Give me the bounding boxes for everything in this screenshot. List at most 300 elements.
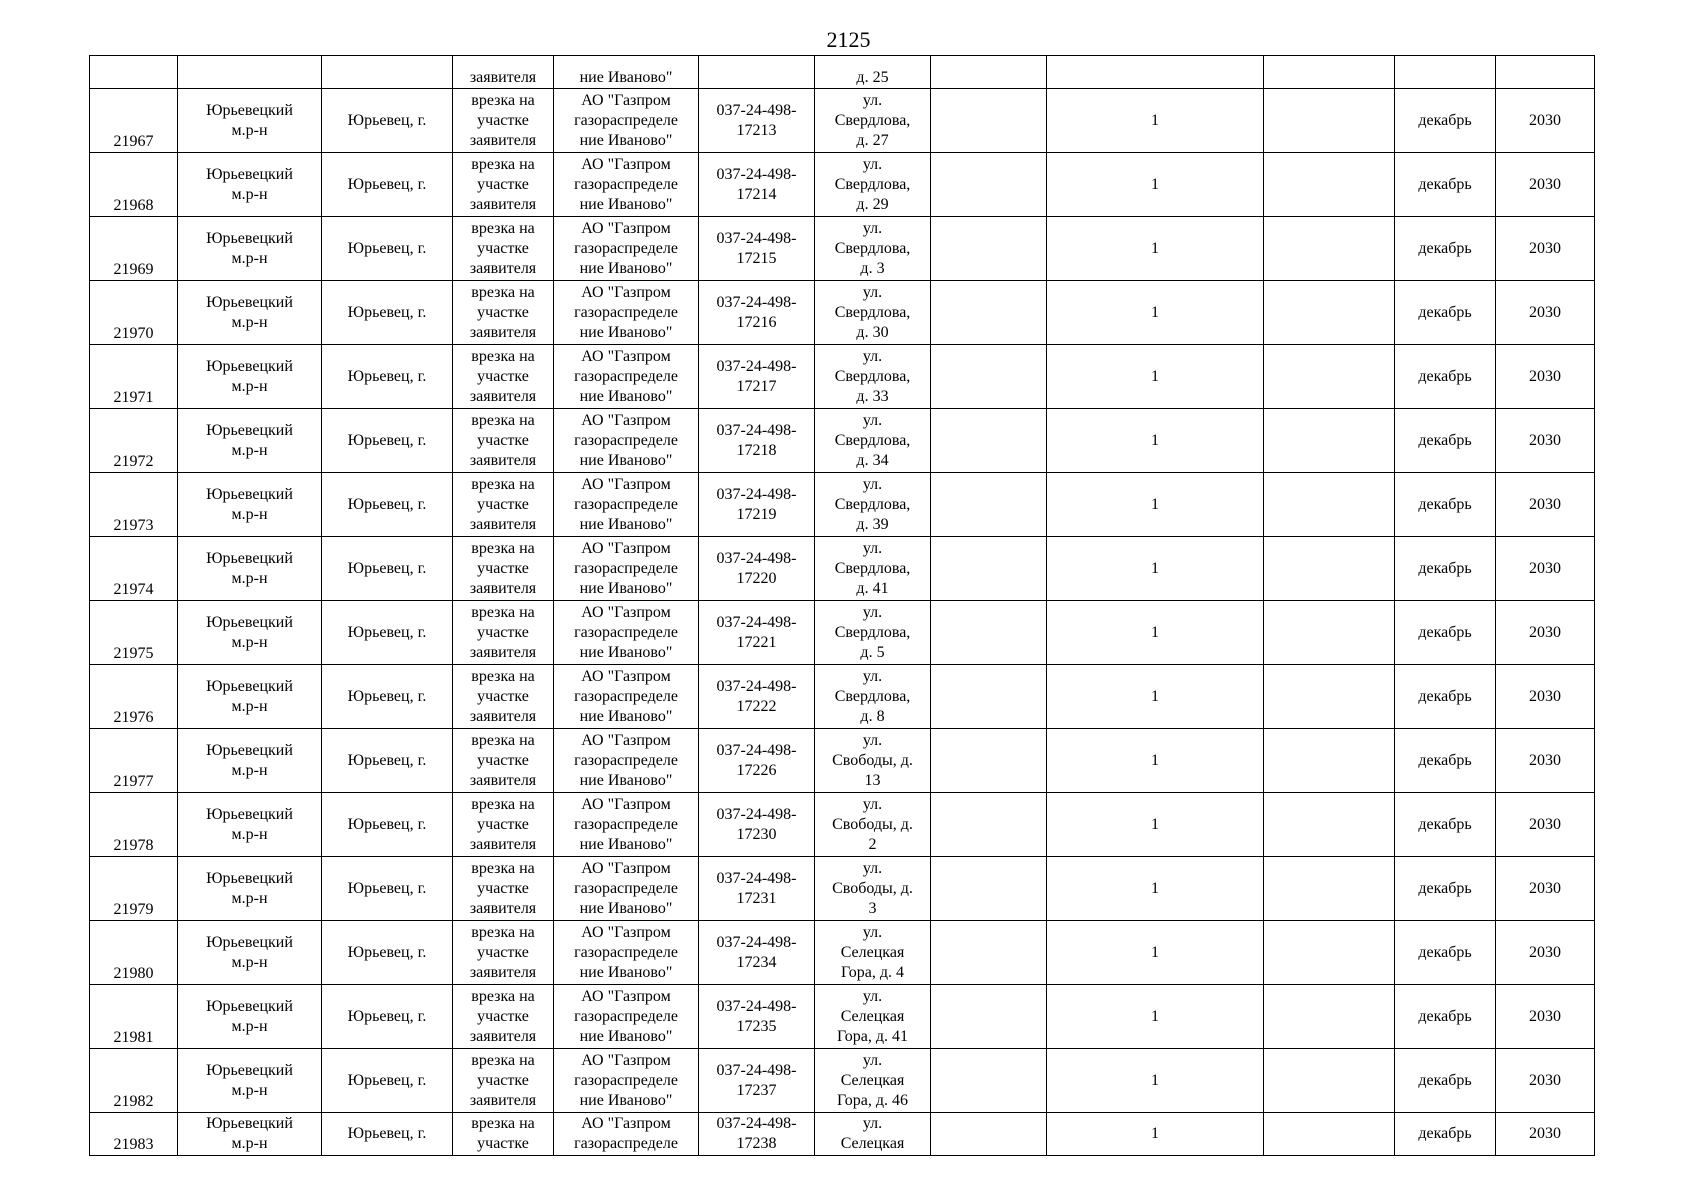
cell-qty: 1 [1047, 281, 1264, 345]
cell-district-line: м.р-н [231, 313, 268, 331]
cell-org-line: ние Иваново" [579, 259, 673, 277]
cell-type-line: врезка на [471, 1115, 535, 1132]
cell-code [699, 89, 815, 153]
cell-code-line: 17218 [736, 441, 777, 459]
cell-type-line: участке [477, 367, 529, 385]
cell-address-line: ул. [862, 1115, 883, 1132]
cell-empty-2 [1264, 217, 1395, 281]
cell-type [453, 985, 554, 1049]
cell-district [178, 345, 322, 409]
cell-address-line: ул. [862, 219, 883, 237]
cell-address [815, 857, 931, 921]
table-row [90, 1113, 1595, 1156]
cell-address-line: ул. [862, 859, 883, 877]
cell-qty: 1 [1047, 217, 1264, 281]
cell-type-line: заявителя [469, 1027, 537, 1045]
cell-code [699, 1113, 815, 1156]
cell-type-line: заявителя [469, 643, 537, 661]
cell-empty-2 [1264, 89, 1395, 153]
cell-org-line: ние Иваново" [579, 1091, 673, 1109]
table-row [90, 473, 1595, 537]
cell-address-line: Свободы, д. [832, 815, 913, 833]
page-number: 2125 [826, 27, 871, 52]
cell-empty-2 [1264, 409, 1395, 473]
cell-month: декабрь [1395, 153, 1496, 217]
cell-code-line: 037-24-498- [716, 549, 797, 567]
cell-qty: 1 [1047, 985, 1264, 1049]
cell-address-line: ул. [862, 923, 883, 941]
cell-empty-1 [931, 1049, 1047, 1113]
cell-year: 2030 [1496, 985, 1595, 1049]
cell-district [178, 793, 322, 857]
cell-address [815, 345, 931, 409]
cell-address-line: Гора, д. 4 [840, 963, 905, 981]
cell-empty-2 [1264, 153, 1395, 217]
cell-org-line: ние Иваново" [579, 69, 673, 86]
cell-org [554, 729, 699, 793]
cell-district-line: м.р-н [231, 697, 268, 715]
cell-empty-2 [1264, 1113, 1395, 1156]
cell-org-line: ние Иваново" [579, 707, 673, 725]
cell-type-line: участке [477, 1071, 529, 1089]
cell-year: 2030 [1496, 729, 1595, 793]
cell-year: 2030 [1496, 601, 1595, 665]
cell-type-line: заявителя [469, 69, 537, 86]
cell-type-line: врезка на [471, 475, 535, 493]
cell-qty: 1 [1047, 857, 1264, 921]
cell-qty: 1 [1047, 1049, 1264, 1113]
cell-empty-2 [1264, 601, 1395, 665]
cell-city: Юрьевец, г. [322, 1113, 453, 1156]
cell-org-line: АО "Газпром [581, 859, 671, 877]
cell-type-line: участке [477, 623, 529, 641]
data-table [89, 55, 1595, 1156]
cell-address-line: ул. [862, 539, 883, 557]
cell-org-line: АО "Газпром [581, 475, 671, 493]
cell-code-line: 17214 [736, 185, 777, 203]
cell-district-line: Юрьевецкий [206, 421, 293, 439]
cell-org [554, 665, 699, 729]
cell-district-line: м.р-н [231, 185, 268, 203]
cell-type-line: заявителя [469, 707, 537, 725]
cell-district [178, 1049, 322, 1113]
table-row-partial [90, 56, 1595, 89]
cell-address-line: Свердлова, [834, 623, 911, 641]
cell-org-line: АО "Газпром [581, 539, 671, 557]
cell-district-line: м.р-н [231, 569, 268, 587]
cell-address-line: 3 [868, 899, 877, 917]
cell-type-line: заявителя [469, 259, 537, 277]
cell-code [699, 217, 815, 281]
cell-code-line: 17237 [736, 1081, 777, 1099]
cell-city: Юрьевец, г. [322, 857, 453, 921]
cell-type [453, 153, 554, 217]
cell-type [453, 665, 554, 729]
cell-city: Юрьевец, г. [322, 985, 453, 1049]
cell-address [815, 1049, 931, 1113]
cell-address-line: ул. [862, 475, 883, 493]
cell-year: 2030 [1496, 217, 1595, 281]
cell-org-line: газораспределе [574, 943, 678, 961]
cell-type-line: врезка на [471, 731, 535, 749]
cell-type-line: врезка на [471, 603, 535, 621]
cell-org [554, 1049, 699, 1113]
cell-address [815, 793, 931, 857]
cell-district-line: м.р-н [231, 121, 268, 139]
cell-address-line: д. 27 [856, 131, 889, 149]
cell-address-line: Свердлова, [834, 495, 911, 513]
cell-org-line: газораспределе [574, 623, 678, 641]
cell-qty: 1 [1047, 729, 1264, 793]
cell-address-line: Свободы, д. [832, 751, 913, 769]
table-row [90, 345, 1595, 409]
cell-code-line: 17221 [736, 633, 777, 651]
cell-type-line: заявителя [469, 387, 537, 405]
cell-address-line: д. 5 [860, 643, 885, 661]
table-row [90, 217, 1595, 281]
cell-year: 2030 [1496, 153, 1595, 217]
cell-code [699, 345, 815, 409]
cell-type [453, 56, 554, 89]
cell-address-line: Гора, д. 46 [836, 1091, 909, 1109]
table-row [90, 985, 1595, 1049]
cell-type [453, 537, 554, 601]
cell-code-line: 17238 [736, 1135, 777, 1152]
cell-qty: 1 [1047, 153, 1264, 217]
cell-address-line: Селецкая [840, 1007, 905, 1025]
cell-org-line: ние Иваново" [579, 835, 673, 853]
cell-empty-2 [1264, 345, 1395, 409]
cell-org-line: АО "Газпром [581, 347, 671, 365]
cell-num: 21982 [90, 1049, 178, 1113]
cell-type-line: участке [477, 303, 529, 321]
cell-type-line: заявителя [469, 835, 537, 853]
table-row [90, 409, 1595, 473]
cell-code-line: 17220 [736, 569, 777, 587]
cell-org-line: газораспределе [574, 239, 678, 257]
cell-address-line: д. 8 [860, 707, 885, 725]
cell-city: Юрьевец, г. [322, 665, 453, 729]
cell-type-line: врезка на [471, 539, 535, 557]
cell-district-line: Юрьевецкий [206, 1061, 293, 1079]
cell-code [699, 473, 815, 537]
cell-empty-2 [1264, 985, 1395, 1049]
cell-code-line: 17231 [736, 889, 777, 907]
cell-org [554, 153, 699, 217]
cell-empty-2 [1264, 729, 1395, 793]
cell-code [699, 793, 815, 857]
cell-code-line: 037-24-498- [716, 357, 797, 375]
cell-num: 21972 [90, 409, 178, 473]
cell-num: 21973 [90, 473, 178, 537]
cell-type [453, 345, 554, 409]
cell-month: декабрь [1395, 473, 1496, 537]
cell-org [554, 473, 699, 537]
cell-city: Юрьевец, г. [322, 729, 453, 793]
cell-type-line: участке [477, 879, 529, 897]
cell-org-line: АО "Газпром [581, 283, 671, 301]
cell-district-line: Юрьевецкий [206, 869, 293, 887]
cell-address [815, 921, 931, 985]
cell-year: 2030 [1496, 665, 1595, 729]
cell-district-line: м.р-н [231, 761, 268, 779]
cell-district [178, 473, 322, 537]
cell-org-line: ние Иваново" [579, 387, 673, 405]
cell-year: 2030 [1496, 921, 1595, 985]
cell-code-line: 037-24-498- [716, 101, 797, 119]
cell-district-line: Юрьевецкий [206, 229, 293, 247]
cell-address-line: д. 39 [856, 515, 889, 533]
cell-district-line: Юрьевецкий [206, 613, 293, 631]
cell-district-line: м.р-н [231, 1135, 268, 1152]
cell-month: декабрь [1395, 537, 1496, 601]
cell-type [453, 1113, 554, 1156]
table-row [90, 89, 1595, 153]
cell-month: декабрь [1395, 665, 1496, 729]
cell-empty-2 [1264, 473, 1395, 537]
table-row [90, 857, 1595, 921]
cell-district-line: Юрьевецкий [206, 101, 293, 119]
cell-address-line: ул. [862, 987, 883, 1005]
cell-empty-1 [931, 921, 1047, 985]
cell-district-line: м.р-н [231, 633, 268, 651]
cell-year: 2030 [1496, 1113, 1595, 1156]
cell-type-line: участке [477, 943, 529, 961]
cell-num: 21978 [90, 793, 178, 857]
cell-org [554, 1113, 699, 1156]
cell-address-line: Свердлова, [834, 687, 911, 705]
cell-type-line: заявителя [469, 963, 537, 981]
cell-district [178, 217, 322, 281]
cell-city: Юрьевец, г. [322, 89, 453, 153]
cell-org-line: газораспределе [574, 495, 678, 513]
cell-org-line: АО "Газпром [581, 91, 671, 109]
cell-org-line: ние Иваново" [579, 963, 673, 981]
cell-empty-2 [1264, 1049, 1395, 1113]
cell-address-line: Свердлова, [834, 239, 911, 257]
cell-address-line: д. 3 [860, 259, 885, 277]
cell-address [815, 537, 931, 601]
cell-type-line: врезка на [471, 219, 535, 237]
cell-empty-2 [1264, 281, 1395, 345]
cell-address-line: ул. [862, 731, 883, 749]
cell-org-line: ние Иваново" [579, 1027, 673, 1045]
cell-address-line: д. 25 [856, 69, 889, 86]
cell-org-line: газораспределе [574, 431, 678, 449]
cell-address-line: д. 34 [856, 451, 889, 469]
cell-year: 2030 [1496, 345, 1595, 409]
cell-district-line: Юрьевецкий [206, 549, 293, 567]
cell-year: 2030 [1496, 537, 1595, 601]
cell-org-line: АО "Газпром [581, 1051, 671, 1069]
cell-org-line: АО "Газпром [581, 667, 671, 685]
cell-type-line: участке [477, 239, 529, 257]
cell-org-line: АО "Газпром [581, 731, 671, 749]
cell-type-line: врезка на [471, 795, 535, 813]
cell-address [815, 56, 931, 89]
cell-address [815, 281, 931, 345]
cell-address [815, 729, 931, 793]
cell-address [815, 153, 931, 217]
cell-type-line: врезка на [471, 923, 535, 941]
cell-code-line: 17230 [736, 825, 777, 843]
cell-district [178, 153, 322, 217]
cell-district-line: Юрьевецкий [206, 485, 293, 503]
cell-address [815, 473, 931, 537]
cell-district-line: Юрьевецкий [206, 997, 293, 1015]
cell-month: декабрь [1395, 1113, 1496, 1156]
cell-org-line: ние Иваново" [579, 771, 673, 789]
cell-address-line: Селецкая [840, 943, 905, 961]
cell-org-line: газораспределе [574, 879, 678, 897]
cell-city: Юрьевец, г. [322, 153, 453, 217]
cell-empty-2 [1264, 921, 1395, 985]
cell-code-line: 037-24-498- [716, 805, 797, 823]
cell-empty-1 [931, 1113, 1047, 1156]
table-row [90, 665, 1595, 729]
cell-code-line: 17222 [736, 697, 777, 715]
cell-num: 21977 [90, 729, 178, 793]
cell-type-line: врезка на [471, 987, 535, 1005]
cell-month: декабрь [1395, 985, 1496, 1049]
cell-type [453, 89, 554, 153]
cell-month: декабрь [1395, 601, 1496, 665]
cell-code [699, 857, 815, 921]
cell-district-line: м.р-н [231, 249, 268, 267]
cell-district-line: м.р-н [231, 377, 268, 395]
cell-address-line: ул. [862, 155, 883, 173]
cell-org-line: газораспределе [574, 367, 678, 385]
cell-address-line: Селецкая [840, 1135, 905, 1152]
cell-district [178, 89, 322, 153]
cell-code-line: 037-24-498- [716, 869, 797, 887]
cell-code [699, 729, 815, 793]
cell-org-line: газораспределе [574, 559, 678, 577]
cell-org [554, 921, 699, 985]
cell-type-line: заявителя [469, 1091, 537, 1109]
cell-address-line: Свердлова, [834, 303, 911, 321]
cell-type-line: участке [477, 559, 529, 577]
cell-num: 21976 [90, 665, 178, 729]
cell-empty-1 [931, 153, 1047, 217]
cell-code [699, 601, 815, 665]
cell-district-line: Юрьевецкий [206, 357, 293, 375]
cell-year: 2030 [1496, 1049, 1595, 1113]
cell-type [453, 729, 554, 793]
cell-address [815, 409, 931, 473]
cell-district-line: м.р-н [231, 889, 268, 907]
cell-org [554, 601, 699, 665]
cell-district [178, 1113, 322, 1156]
cell-city: Юрьевец, г. [322, 409, 453, 473]
cell-type-line: заявителя [469, 899, 537, 917]
cell-code-line: 037-24-498- [716, 741, 797, 759]
cell-empty-1 [931, 217, 1047, 281]
cell-month: декабрь [1395, 857, 1496, 921]
cell-empty-1 [931, 345, 1047, 409]
cell-qty: 1 [1047, 793, 1264, 857]
cell-code [699, 537, 815, 601]
cell-qty: 1 [1047, 473, 1264, 537]
cell-type-line: заявителя [469, 195, 537, 213]
cell-district-line: Юрьевецкий [206, 677, 293, 695]
cell-org-line: АО "Газпром [581, 603, 671, 621]
cell-type-line: врезка на [471, 283, 535, 301]
cell-code-line: 037-24-498- [716, 165, 797, 183]
cell-type-line: участке [477, 1007, 529, 1025]
cell-empty-1 [931, 793, 1047, 857]
cell-city: Юрьевец, г. [322, 921, 453, 985]
cell-address-line: ул. [862, 1051, 883, 1069]
cell-address-line: ул. [862, 283, 883, 301]
cell-code-line: 17235 [736, 1017, 777, 1035]
cell-city: Юрьевец, г. [322, 793, 453, 857]
cell-address-line: 2 [868, 835, 877, 853]
cell-code-line: 037-24-498- [716, 677, 797, 695]
cell-address-line: ул. [862, 795, 883, 813]
cell-year: 2030 [1496, 409, 1595, 473]
cell-num [90, 56, 178, 89]
cell-org [554, 56, 699, 89]
cell-type-line: участке [477, 111, 529, 129]
cell-type [453, 473, 554, 537]
cell-code [699, 985, 815, 1049]
cell-org-line: АО "Газпром [581, 1115, 671, 1132]
cell-address [815, 1113, 931, 1156]
cell-org-line: ние Иваново" [579, 899, 673, 917]
cell-city: Юрьевец, г. [322, 601, 453, 665]
cell-org-line: газораспределе [574, 1071, 678, 1089]
cell-num: 21967 [90, 89, 178, 153]
cell-num: 21970 [90, 281, 178, 345]
cell-year: 2030 [1496, 89, 1595, 153]
cell-empty-1 [931, 473, 1047, 537]
cell-org-line: ние Иваново" [579, 515, 673, 533]
cell-address-line: Свердлова, [834, 559, 911, 577]
cell-empty-1 [931, 56, 1047, 89]
cell-type [453, 793, 554, 857]
cell-district-line: Юрьевецкий [206, 1115, 293, 1132]
cell-type [453, 857, 554, 921]
cell-month: декабрь [1395, 345, 1496, 409]
cell-address [815, 601, 931, 665]
cell-org-line: АО "Газпром [581, 155, 671, 173]
cell-org-line: ние Иваново" [579, 579, 673, 597]
cell-num: 21975 [90, 601, 178, 665]
cell-address-line: Свердлова, [834, 175, 911, 193]
cell-year: 2030 [1496, 857, 1595, 921]
cell-city: Юрьевец, г. [322, 537, 453, 601]
cell-num: 21981 [90, 985, 178, 1049]
cell-address-line: Свердлова, [834, 431, 911, 449]
cell-org-line: ние Иваново" [579, 131, 673, 149]
cell-address-line: ул. [862, 91, 883, 109]
cell-month [1395, 56, 1496, 89]
cell-code-line: 037-24-498- [716, 293, 797, 311]
cell-org-line: ние Иваново" [579, 195, 673, 213]
cell-district-line: м.р-н [231, 953, 268, 971]
cell-code-line: 037-24-498- [716, 997, 797, 1015]
cell-code [699, 665, 815, 729]
cell-address-line: д. 30 [856, 323, 889, 341]
cell-address-line: Гора, д. 41 [836, 1027, 909, 1045]
cell-city: Юрьевец, г. [322, 345, 453, 409]
cell-type-line: заявителя [469, 771, 537, 789]
cell-address-line: д. 41 [856, 579, 889, 597]
cell-address-line: ул. [862, 411, 883, 429]
cell-city: Юрьевец, г. [322, 1049, 453, 1113]
cell-code-line: 17219 [736, 505, 777, 523]
